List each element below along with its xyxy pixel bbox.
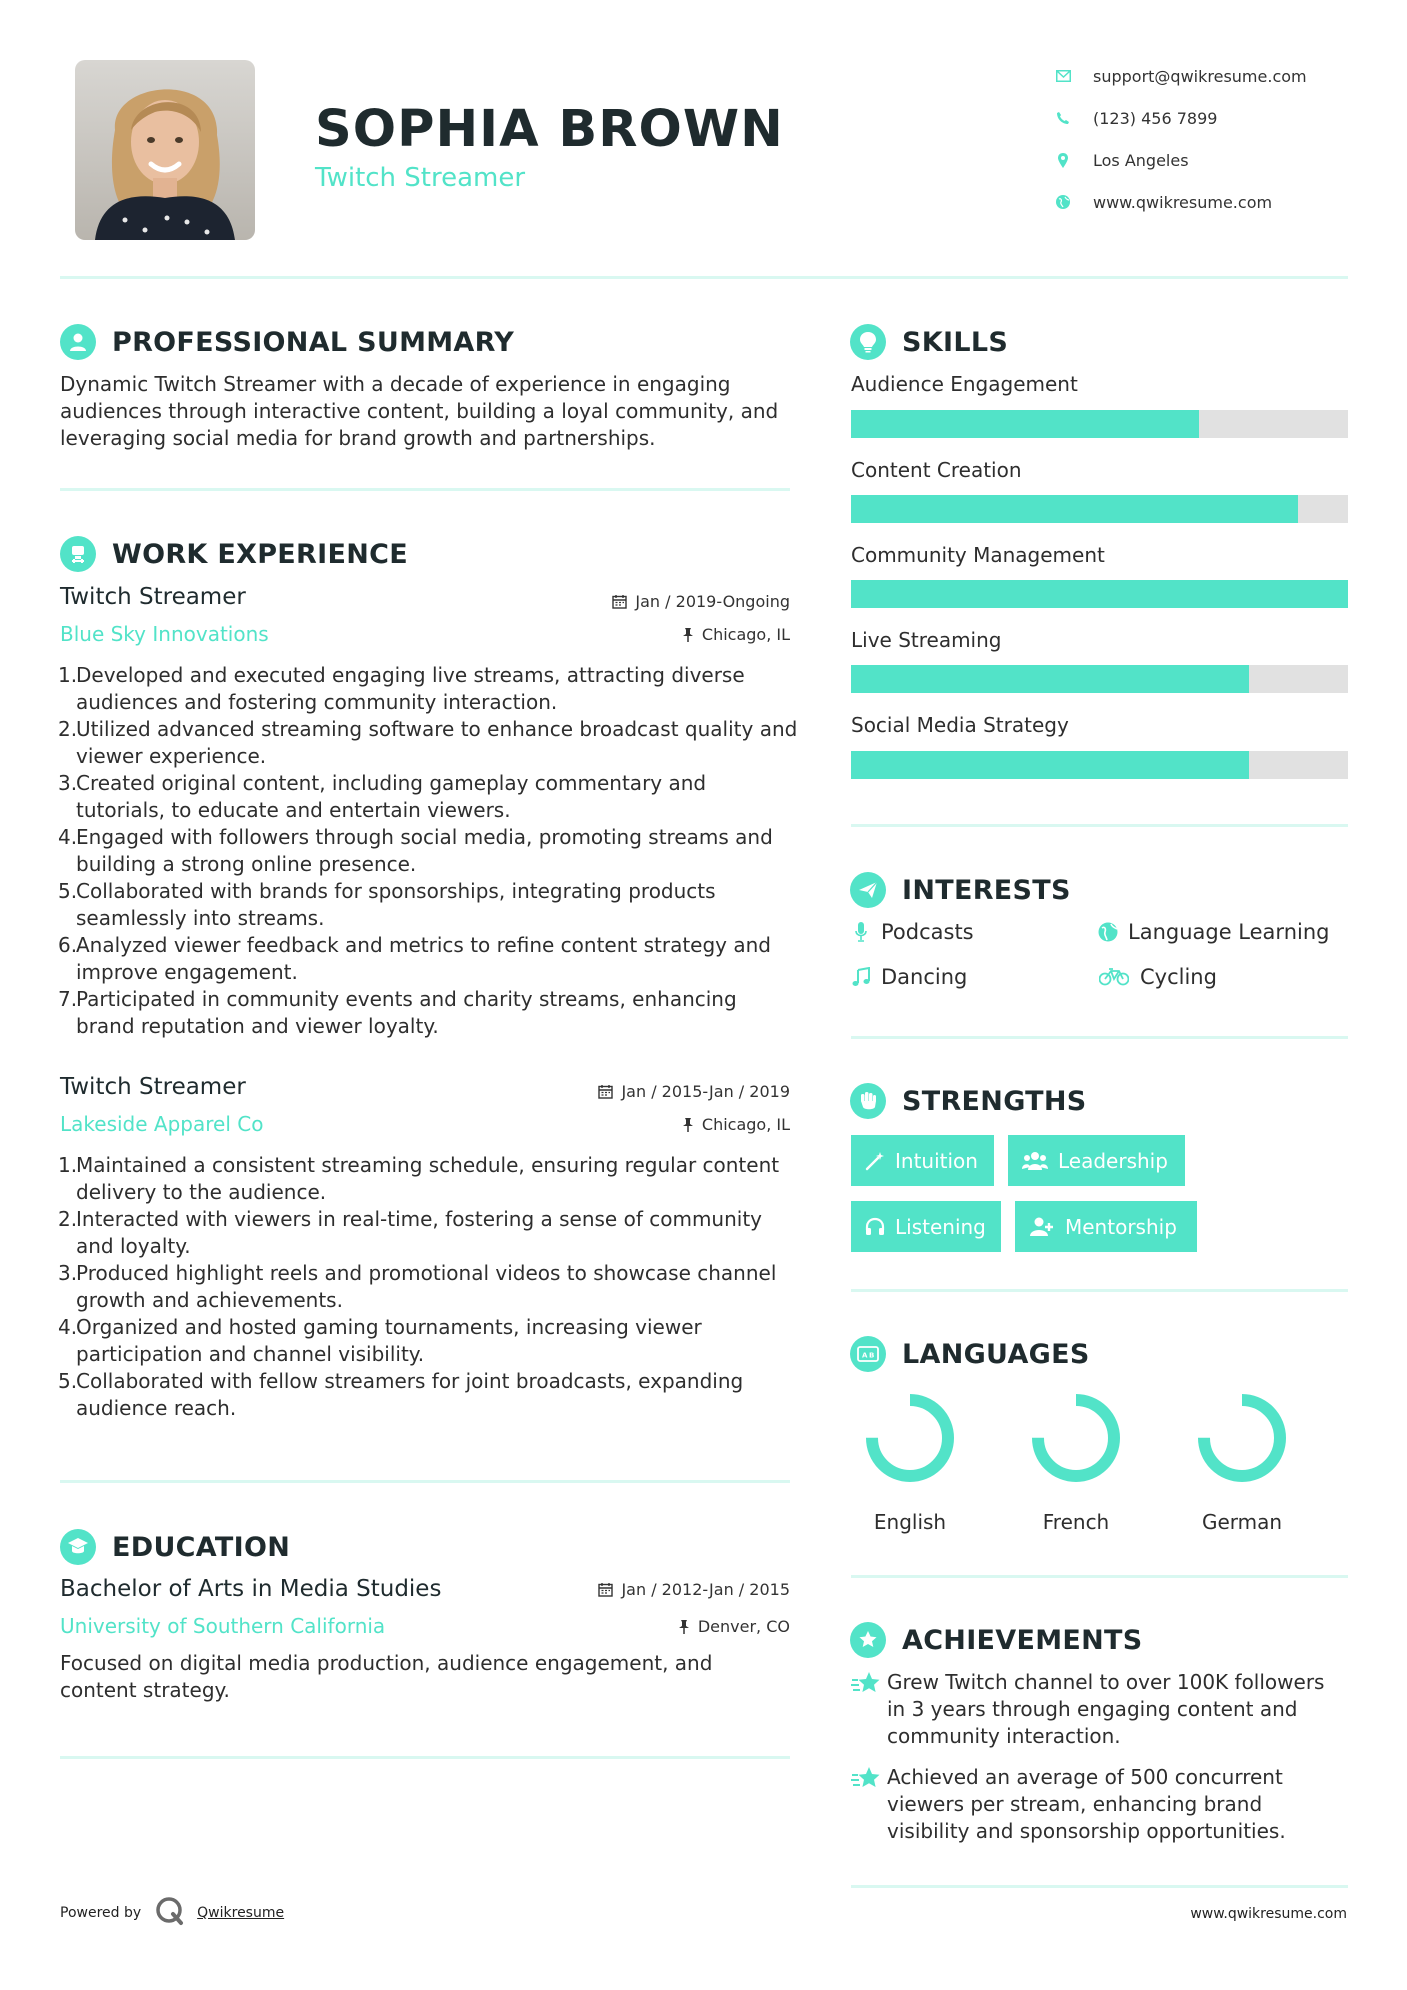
education-dates-text: Jan / 2012-Jan / 2015 (621, 1580, 790, 1599)
skill-bar (851, 751, 1348, 779)
list-item: 4. Organized and hosted gaming tournaments, increasing viewer participation and channel visibility. (58, 1315, 702, 1366)
list-item: 1. Developed and executed engaging live streams, attracting diverse audiences and fostering community interaction. (58, 663, 745, 714)
contact-location (1055, 139, 1385, 181)
lightbulb-icon (850, 324, 886, 360)
globe-icon (1098, 922, 1118, 942)
skill-label: Social Media Strategy (851, 713, 1069, 737)
interest-label: Podcasts (881, 920, 974, 944)
education-title: EDUCATION (112, 1531, 291, 1563)
qwikresume-logo-icon (155, 1896, 185, 1930)
skill-fill (851, 751, 1249, 779)
headphones-icon (865, 1217, 885, 1237)
avatar-illustration (75, 60, 255, 240)
work-divider (60, 1480, 790, 1483)
contact-website-text: www.qwikresume.com (1093, 192, 1273, 212)
work-heading (60, 536, 408, 572)
education-location (678, 1617, 790, 1636)
strength-tag-mentorship (1015, 1201, 1197, 1252)
language-ring (1192, 1388, 1292, 1488)
magic-wand-icon (865, 1151, 885, 1171)
strength-label: Mentorship (1065, 1214, 1177, 1239)
education-divider (60, 1756, 790, 1759)
strength-label: Leadership (1058, 1148, 1168, 1173)
summary-text: Dynamic Twitch Streamer with a decade of experience in engaging audiences through interactive content, building a loyal community, and leveraging social media for brand growth and partnerships. (60, 372, 779, 450)
email-icon (1055, 68, 1071, 84)
education-location-text: Denver, CO (697, 1617, 790, 1636)
achievement-text: Achieved an average of 500 concurrent viewers per stream, enhancing brand visibility and sponsorship opportunities. (887, 1765, 1286, 1843)
contact-phone-text: (123) 456 7899 (1093, 108, 1218, 128)
skills-heading (850, 324, 1008, 360)
trophy-icon (850, 1622, 886, 1658)
strength-label: Intuition (895, 1148, 978, 1173)
candidate-name: SOPHIA BROWN (315, 100, 784, 159)
interest-label: Language Learning (1128, 920, 1330, 944)
music-note-icon (851, 967, 871, 987)
job-1-location (682, 625, 790, 644)
skill-fill (851, 495, 1298, 523)
svg-text:B: B (869, 1351, 875, 1360)
footer-website[interactable]: www.qwikresume.com (1190, 1906, 1347, 1922)
skill-bar (851, 410, 1348, 438)
fist-icon (850, 1083, 886, 1119)
strength-tag-leadership (1008, 1135, 1185, 1186)
list-item: 2. Utilized advanced streaming software to enhance broadcast quality and viewer experience. (58, 717, 798, 768)
list-item: 2. Interacted with viewers in real-time, fostering a sense of community and loyalty. (58, 1207, 763, 1258)
achievements-heading (850, 1622, 1143, 1658)
list-item: 4. Engaged with followers through social media, promoting streams and building a strong online presence. (58, 825, 773, 876)
achievement-item (851, 1669, 1348, 1750)
list-item: 5. Collaborated with fellow streamers for joint broadcasts, expanding audience reach. (58, 1369, 744, 1420)
education-school: University of Southern California (60, 1614, 386, 1638)
header-divider (60, 276, 1348, 279)
footer-powered-by (60, 1896, 284, 1930)
education-description: Focused on digital media production, audience engagement, and content strategy. (60, 1651, 713, 1702)
job-2-location-text: Chicago, IL (701, 1115, 790, 1134)
id-card-icon (850, 1336, 886, 1372)
contact-location-text: Los Angeles (1093, 150, 1189, 170)
job-1-location-text: Chicago, IL (701, 625, 790, 644)
interests-heading (850, 872, 1071, 908)
strengths-heading (850, 1083, 1087, 1119)
summary-title: PROFESSIONAL SUMMARY (112, 326, 515, 358)
list-item: 3. Produced highlight reels and promotional videos to showcase channel growth and achievements. (58, 1261, 777, 1312)
skill-bar (851, 665, 1348, 693)
skill-label: Live Streaming (851, 628, 1002, 652)
summary-heading (60, 324, 514, 360)
skill-fill (851, 410, 1199, 438)
job-2-dates (598, 1082, 790, 1101)
bicycle-icon (1098, 967, 1130, 987)
qwikresume-link[interactable]: Qwikresume (197, 1905, 285, 1921)
education-dates (598, 1580, 790, 1599)
job-2-title: Twitch Streamer (60, 1074, 246, 1100)
contact-email[interactable] (1055, 55, 1385, 97)
list-item: 3. Created original content, including gameplay commentary and tutorials, to educate and entertain viewers. (58, 771, 707, 822)
user-plus-icon (1029, 1217, 1055, 1237)
skill-bar (851, 495, 1348, 523)
job-1-dates-text: Jan / 2019-Ongoing (635, 592, 790, 611)
graduation-cap-icon (60, 1529, 96, 1565)
job-2-responsibilities (58, 1152, 798, 1422)
achievements-divider (851, 1885, 1348, 1888)
interest-cycling (1098, 965, 1217, 989)
calendar-icon (612, 594, 627, 609)
skill-fill (851, 665, 1249, 693)
job-2-company: Lakeside Apparel Co (60, 1112, 264, 1136)
skill-label: Community Management (851, 543, 1105, 567)
language-french (1016, 1388, 1136, 1534)
powered-by-text: Powered by (60, 1905, 142, 1921)
job-1-dates (612, 592, 790, 611)
job-1-responsibilities (58, 662, 798, 1040)
profile-photo (75, 60, 255, 240)
candidate-title: Twitch Streamer (315, 163, 526, 193)
svg-text:A: A (862, 1351, 868, 1360)
user-icon (60, 324, 96, 360)
calendar-icon (598, 1582, 613, 1597)
achievement-item (851, 1764, 1348, 1845)
pin-icon (682, 1117, 694, 1132)
contact-list (1055, 55, 1385, 223)
languages-title: LANGUAGES (902, 1338, 1090, 1370)
language-german (1182, 1388, 1302, 1534)
work-title: WORK EXPERIENCE (112, 538, 408, 570)
contact-email-text: support@qwikresume.com (1093, 66, 1307, 86)
interest-label: Cycling (1140, 965, 1217, 989)
job-1-company: Blue Sky Innovations (60, 622, 269, 646)
language-ring (1026, 1388, 1126, 1488)
achievements-title: ACHIEVEMENTS (902, 1624, 1143, 1656)
education-heading (60, 1529, 290, 1565)
languages-divider (851, 1575, 1348, 1578)
summary-divider (60, 488, 790, 491)
list-item: 1. Maintained a consistent streaming schedule, ensuring regular content delivery to the audience. (58, 1153, 780, 1204)
skill-label: Content Creation (851, 458, 1022, 482)
job-2-location (682, 1115, 790, 1134)
list-item: 6. Analyzed viewer feedback and metrics to refine content strategy and improve engagement. (58, 933, 771, 984)
star-icon (851, 1764, 887, 1845)
job-2-dates-text: Jan / 2015-Jan / 2019 (621, 1082, 790, 1101)
language-ring (860, 1388, 960, 1488)
briefcase-icon (60, 536, 96, 572)
list-item: 5. Collaborated with brands for sponsorships, integrating products seamlessly into streams. (58, 879, 716, 930)
strengths-divider (851, 1289, 1348, 1292)
interests-divider (851, 1036, 1348, 1039)
skill-bar (851, 580, 1348, 608)
paper-plane-icon (850, 872, 886, 908)
globe-icon (1055, 194, 1071, 210)
language-label: French (1042, 1510, 1110, 1534)
job-1-title: Twitch Streamer (60, 584, 246, 610)
strength-tag-intuition (851, 1135, 994, 1186)
calendar-icon (598, 1084, 613, 1099)
location-icon (1055, 152, 1071, 168)
strength-tag-listening (851, 1201, 1001, 1252)
list-item: 7. Participated in community events and charity streams, enhancing brand reputation and viewer loyalty. (58, 987, 737, 1038)
star-icon (851, 1669, 887, 1750)
interests-title: INTERESTS (902, 874, 1071, 906)
interest-language-learning (1098, 920, 1329, 944)
users-icon (1022, 1151, 1048, 1171)
achievement-text: Grew Twitch channel to over 100K followers in 3 years through engaging content and community interaction. (887, 1670, 1325, 1748)
language-label: English (873, 1510, 947, 1534)
interest-label: Dancing (881, 965, 968, 989)
languages-heading (850, 1336, 1090, 1372)
contact-phone[interactable] (1055, 97, 1385, 139)
language-label: German (1201, 1510, 1283, 1534)
contact-website[interactable] (1055, 181, 1385, 223)
skill-label: Audience Engagement (851, 372, 1078, 396)
interest-dancing (851, 965, 967, 989)
skills-divider (851, 824, 1348, 827)
strength-label: Listening (895, 1214, 986, 1239)
skills-title: SKILLS (902, 326, 1009, 358)
interest-podcasts (851, 920, 974, 944)
education-degree: Bachelor of Arts in Media Studies (60, 1576, 442, 1602)
language-english (850, 1388, 970, 1534)
pin-icon (678, 1619, 690, 1634)
skill-fill (851, 580, 1348, 608)
phone-icon (1055, 110, 1071, 126)
pin-icon (682, 627, 694, 642)
microphone-icon (851, 922, 871, 942)
strengths-title: STRENGTHS (902, 1085, 1087, 1117)
